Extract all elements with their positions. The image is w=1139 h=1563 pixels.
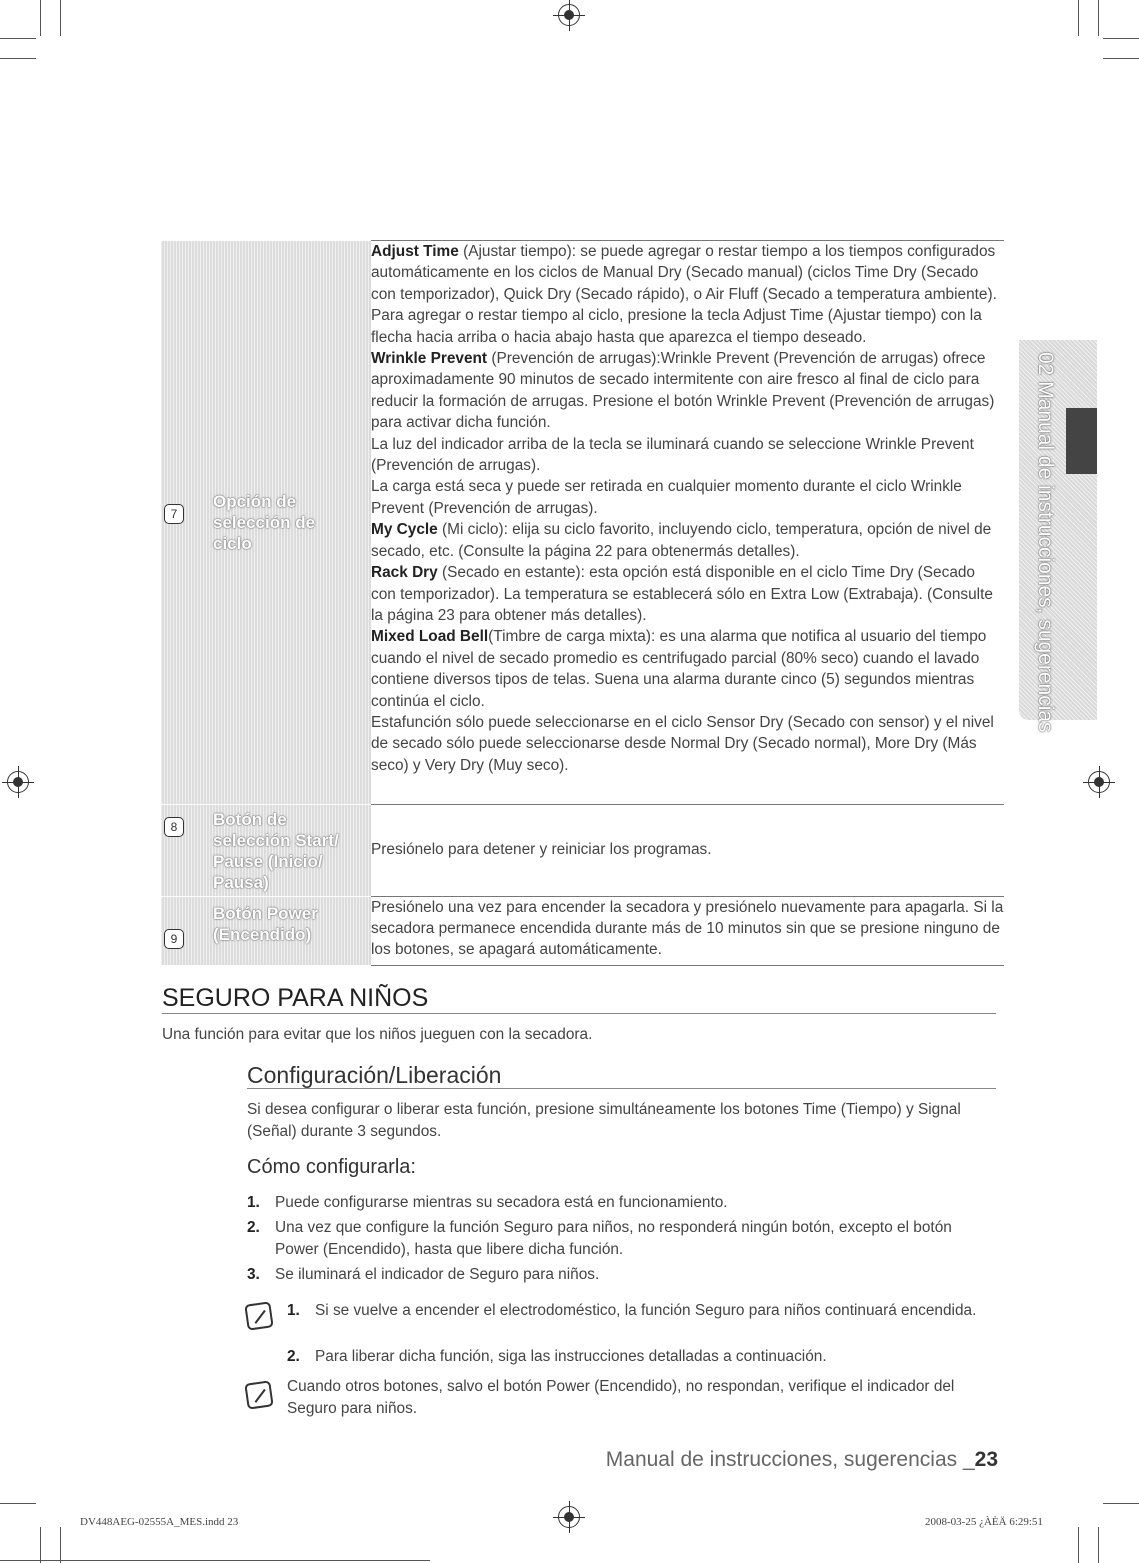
chapter-tab-marker xyxy=(1066,408,1097,474)
note-icon xyxy=(244,1301,273,1330)
crop-mark xyxy=(0,58,36,59)
note-item-number: 2. xyxy=(287,1348,300,1365)
feature-name-line: Opción de xyxy=(213,491,297,511)
feature-description xyxy=(371,305,1004,348)
feature-term: Mixed Load Bell xyxy=(371,628,489,646)
note-item xyxy=(287,1300,999,1322)
crop-mark xyxy=(1103,58,1139,59)
table-row xyxy=(161,241,1004,805)
feature-label-cell xyxy=(161,896,371,965)
note-icon xyxy=(244,1380,273,1409)
note-text: Cuando otros botones, salvo el botón Power (Encendido), no respondan, verifique el indicador del Seguro para niños. xyxy=(287,1378,955,1417)
feature-description xyxy=(371,562,1004,626)
crop-mark xyxy=(1098,1527,1099,1563)
feature-description-text: (Prevención de arrugas):Wrinkle Prevent (Prevención de arrugas) ofrece aproximadamente 90 minutos de secado intermitente con aire fresco al final de ciclo para reducir la formación de arrugas. Presione el botón Wrinkle Prevent (Prevención de arrugas) para activar dicha función. xyxy=(371,350,995,432)
feature-description xyxy=(371,897,1004,961)
feature-description-text: La luz del indicador arriba de la tecla se iluminará cuando se seleccione Wrinkle Prevent (Prevención de arrugas). xyxy=(371,435,974,475)
registration-mark-icon xyxy=(558,4,580,26)
feature-description-text: La carga está seca y puede ser retirada en cualquier momento durante el ciclo Wrinkle Prevent (Prevención de arrugas). xyxy=(371,478,962,517)
feature-number-badge: 7 xyxy=(164,504,184,524)
feature-label-cell xyxy=(161,241,371,805)
feature-term: Wrinkle Prevent xyxy=(371,350,488,368)
feature-description-text: (Ajustar tiempo): se puede agregar o restar tiempo a los tiempos configurados automáticamente en los ciclos de Manual Dry (Secado manual) (ciclos Time Dry (Secado con temporizador), Quick Dry (Secado rápido), o Air Fluff (Secado a temperatura ambiente). xyxy=(371,243,997,303)
footer-text: Manual de instrucciones, sugerencias _ xyxy=(605,1448,975,1471)
registration-mark-icon xyxy=(558,1506,580,1528)
crop-mark xyxy=(1098,0,1099,36)
feature-name-line: Botón de xyxy=(213,809,287,829)
feature-description-text: Para agregar o restar tiempo al ciclo, presione la tecla Adjust Time (Ajustar tiempo) con la flecha hacia arriba o hacia abajo hasta que aparezca el tiempo deseado. xyxy=(371,307,982,346)
note-item-text: Para liberar dicha función, siga las instrucciones detalladas a continuación. xyxy=(315,1348,827,1365)
list-item-text: Se iluminará el indicador de Seguro para niños. xyxy=(275,1266,600,1283)
registration-mark-icon xyxy=(1088,771,1110,793)
feature-term: Rack Dry xyxy=(371,564,438,582)
crop-mark xyxy=(0,38,36,39)
feature-description-text: (Mi ciclo): elija su ciclo favorito, incluyendo ciclo, temperatura, opción de nivel de secado, etc. (Consulte la página 22 para obtenermás detalles). xyxy=(371,521,992,560)
feature-name xyxy=(213,491,315,554)
feature-description xyxy=(371,712,1004,776)
list-item-number: 3. xyxy=(247,1266,260,1283)
subsection-title: Configuración/Liberación xyxy=(247,1062,502,1088)
feature-description-text: (Timbre de carga mixta): es una alarma que notifica al usuario del tiempo cuando el nivel de secado promedio es centrifugado parcial (80% seco) cuando el lavado contiene diversos tipos de telas. Suena una alarma durante cinco (5) segundos mientras continúa el ciclo. xyxy=(371,628,987,710)
page-number: 23 xyxy=(974,1448,998,1471)
feature-name-line: ciclo xyxy=(213,533,252,553)
feature-description-cell xyxy=(371,241,1004,805)
feature-number-badge: 8 xyxy=(164,817,184,837)
crop-mark xyxy=(40,0,41,36)
file-slug: DV448AEG-02555A_MES.indd 23 xyxy=(80,1516,239,1528)
feature-description-text: Estafunción sólo puede seleccionarse en el ciclo Sensor Dry (Secado con sensor) y el nivel de secado sólo puede seleccionarse desde Normal Dry (Secado normal), More Dry (Más seco) y Very Dry (Muy seco). xyxy=(371,713,994,774)
table-row xyxy=(161,804,1004,896)
crop-mark xyxy=(40,1527,41,1563)
feature-name-line: selección de xyxy=(213,512,316,532)
feature-label xyxy=(164,903,318,949)
feature-name-line: Botón Power xyxy=(213,903,318,923)
list-item xyxy=(247,1192,997,1214)
section-intro: Una función para evitar que los niños jueguen con la secadora. xyxy=(162,1026,593,1043)
table-row xyxy=(161,896,1004,965)
subsection-rule xyxy=(247,1088,996,1089)
feature-description xyxy=(371,348,1004,434)
crop-mark xyxy=(1103,1503,1139,1504)
feature-name-line: selección Start/ xyxy=(213,830,339,850)
feature-name-line: Pausa) xyxy=(213,872,269,892)
feature-description xyxy=(371,519,1004,562)
feature-description xyxy=(371,241,1004,305)
list-item-text: Puede configurarse mientras su secadora está en funcionamiento. xyxy=(275,1194,728,1211)
howto-title: Cómo configurarla: xyxy=(247,1156,416,1178)
print-timestamp: 2008-03-25 ¿ÀÈÄ 6:29:51 xyxy=(925,1516,1043,1528)
list-item xyxy=(247,1217,997,1260)
feature-description-text: (Secado en estante): esta opción está disponible en el ciclo Time Dry (Secado con temporizador). La temperatura se establecerá sólo en Extra Low (Extrabaja). (Consulte la página 23 para obtener más detalles). xyxy=(371,564,993,624)
note-item-number: 1. xyxy=(287,1302,300,1319)
feature-term: Adjust Time xyxy=(371,243,459,260)
feature-description-cell xyxy=(371,896,1004,965)
feature-label xyxy=(164,809,339,893)
section-title: SEGURO PARA NIÑOS xyxy=(162,984,429,1012)
feature-label xyxy=(164,491,315,554)
feature-number-badge: 9 xyxy=(164,929,184,949)
note-item xyxy=(287,1346,999,1368)
feature-table xyxy=(161,240,1004,966)
feature-description xyxy=(371,434,1004,477)
feature-term: My Cycle xyxy=(371,521,438,539)
note-item-text: Si se vuelve a encender el electrodoméstico, la función Seguro para niños continuará encendida. xyxy=(315,1302,977,1319)
feature-description xyxy=(371,839,1004,860)
feature-name-line: Pause (Inicio/ xyxy=(213,851,323,871)
feature-description-text: Presiónelo una vez para encender la secadora y presiónelo nuevamente para apagarla. Si la secadora permanece encendida durante más de 10 minutos sin que se presione ninguno de los botones, se apagará automáticamente. xyxy=(371,898,1004,959)
subsection-text: Si desea configurar o liberar esta función, presione simultáneamente los botones Time (Tiempo) y Signal (Señal) durante 3 segundos. xyxy=(247,1101,961,1140)
list-item-text: Una vez que configure la función Seguro para niños, no responderá ningún botón, excepto el botón Power (Encendido), hasta que libere dicha función. xyxy=(275,1219,952,1258)
feature-description-cell xyxy=(371,804,1004,896)
crop-mark xyxy=(0,1560,430,1561)
feature-name-line: (Encendido) xyxy=(213,924,312,944)
crop-mark xyxy=(0,1503,36,1504)
crop-mark xyxy=(1078,0,1079,36)
crop-mark xyxy=(60,0,61,36)
list-item-number: 1. xyxy=(247,1194,260,1211)
feature-description-text: Presiónelo para detener y reiniciar los programas. xyxy=(371,841,712,859)
feature-label-cell xyxy=(161,804,371,896)
list-item-number: 2. xyxy=(247,1219,260,1236)
feature-description xyxy=(371,476,1004,519)
crop-mark xyxy=(60,1527,61,1563)
section-title-rule xyxy=(162,1013,996,1014)
list-item xyxy=(247,1264,997,1286)
crop-mark xyxy=(1103,38,1139,39)
feature-name xyxy=(213,903,318,945)
feature-name xyxy=(213,809,339,893)
feature-description xyxy=(371,626,1004,712)
registration-mark-icon xyxy=(7,771,29,793)
crop-mark xyxy=(1078,1527,1079,1563)
chapter-side-tab-label: 02 Manual de instrucciones, sugerencias xyxy=(1034,352,1057,733)
page-footer xyxy=(606,1448,998,1472)
